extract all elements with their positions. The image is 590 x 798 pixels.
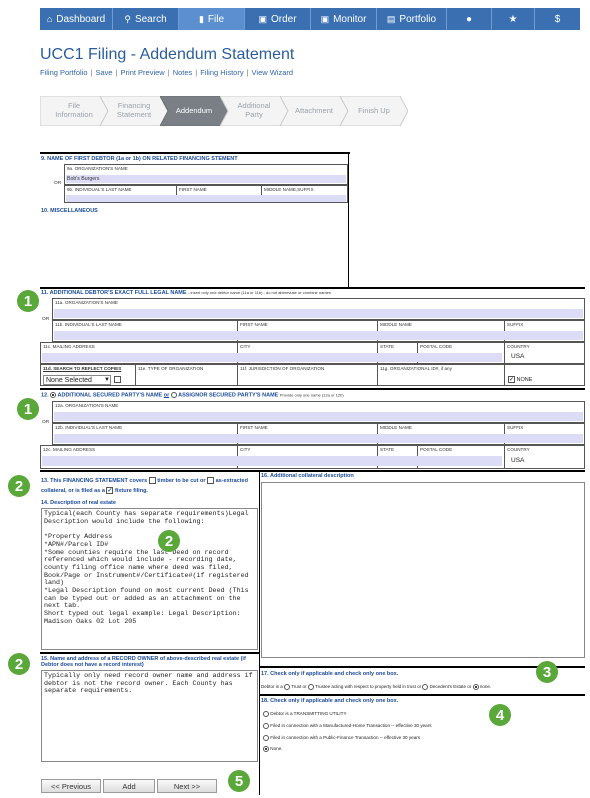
s11-orgid-cell	[377, 364, 505, 386]
user-icon: ●	[465, 13, 473, 25]
s17-opt-trustee: Trustee acting with respect to property held in trust or	[314, 684, 422, 690]
s12-address-input[interactable]	[42, 456, 502, 466]
decedent-radio[interactable]	[422, 684, 428, 690]
fixture-checkbox[interactable]: ✓	[107, 488, 113, 495]
s12-middle-label: MIDDLE NAME	[380, 425, 412, 430]
step-badge-1: 1	[17, 290, 39, 312]
s12-mail-label: 12c. MAILING ADDRESS	[43, 447, 96, 452]
monitor-icon: ▣	[320, 13, 330, 24]
nav-label: File	[207, 13, 225, 25]
s13-text3: as-extracted collateral, or is filed as a	[41, 478, 248, 495]
manufactured-radio[interactable]	[263, 723, 269, 729]
s17-options	[261, 684, 491, 690]
section-divider	[40, 287, 585, 289]
s11-type-label: 11e. TYPE OF ORGANIZATION	[138, 366, 204, 371]
file-icon: ▮	[198, 13, 204, 24]
step-label: Addendum	[175, 105, 213, 115]
s12-city-label: CITY	[240, 447, 251, 452]
wizard-steps	[40, 96, 410, 126]
s12-radio-additional[interactable]	[50, 392, 56, 398]
s10-title: 10. MISCELLANEOUS	[41, 208, 98, 214]
search-copies-select[interactable]	[43, 375, 111, 385]
step-badge-2: 2	[8, 475, 30, 497]
s18-opt-label: Filed in connection with a Manufactured-Home Transaction -- effective 30 years	[270, 723, 432, 729]
s18-none-radio[interactable]	[263, 746, 269, 752]
nav-portfolio[interactable]	[377, 8, 447, 30]
s18-opt-label: None.	[270, 746, 283, 752]
s14-title: 14. Description of real estate	[41, 500, 116, 506]
s13-text	[41, 476, 257, 497]
nav-label: Dashboard	[56, 13, 106, 25]
s11-state-label: STATE	[380, 344, 395, 349]
link-filing-history[interactable]: Filing History	[200, 68, 244, 77]
link-save[interactable]: Save	[95, 68, 113, 77]
additional-collateral-input[interactable]	[261, 482, 585, 658]
record-owner-input[interactable]	[41, 670, 258, 762]
s12-radio-assignor[interactable]	[171, 392, 177, 398]
step-label: File Information	[55, 101, 93, 119]
s11-orgid-label: 11g. ORGANIZATIONAL ID#, if any	[380, 366, 452, 371]
user-button[interactable]	[447, 8, 492, 30]
s12-opt1: ADDITIONAL SECURED PARTY'S NAME	[57, 392, 163, 399]
section-divider	[40, 152, 350, 154]
link-view-wizard[interactable]: View Wizard	[251, 68, 294, 77]
s12-or: or	[163, 392, 170, 399]
s9-last-label: 9b. INDIVIDUAL'S LAST NAME	[67, 187, 132, 192]
s11-country-label: COUNTRY	[507, 344, 530, 349]
link-filing-portfolio[interactable]: Filing Portfolio	[40, 68, 88, 77]
s11-org-input[interactable]	[54, 309, 583, 318]
s11-none[interactable]	[508, 376, 532, 383]
nav-dashboard[interactable]	[40, 8, 113, 30]
step-additional-party[interactable]	[220, 96, 288, 126]
s18-opt-label: Debtor is a TRANSMITTING UTILITY	[270, 711, 347, 717]
s12-suffix-label: SUFFIX	[507, 425, 524, 430]
star-icon: ★	[508, 13, 518, 25]
s17-opt-decedent: Decedent's Estate or	[429, 684, 472, 690]
s17-opt-none: none.	[479, 684, 492, 690]
chevron-down-icon: ▼	[104, 377, 110, 383]
step-attachment[interactable]	[280, 96, 348, 126]
s9-ind-input[interactable]	[66, 195, 346, 202]
s13-text1: 13. This FINANCING STATEMENT covers	[41, 478, 148, 484]
step-badge-5: 5	[228, 770, 250, 792]
s9-title: 9. NAME OF FIRST DEBTOR (1a or 1b) ON RELATED FINANCING STEMENT	[41, 156, 238, 162]
s11-suffix-label: SUFFIX	[507, 322, 524, 327]
s17-prefix: Debtor is a	[261, 684, 283, 690]
cart-icon: ▣	[258, 13, 267, 24]
s9-first-label: FIRST NAME	[179, 187, 207, 192]
search-copies-checkbox[interactable]	[114, 376, 121, 383]
select-value: None Selected	[46, 376, 92, 384]
nav-search[interactable]	[113, 8, 179, 30]
search-icon: ⚲	[124, 13, 131, 24]
s9-org-label: 9a. ORGANIZATION'S NAME	[67, 166, 128, 171]
section-divider	[40, 652, 259, 654]
add-button[interactable]: Add	[103, 779, 155, 793]
step-addendum[interactable]	[160, 96, 228, 126]
s12-last-label: 12b. INDIVIDUAL'S LAST NAME	[55, 425, 123, 430]
section-divider	[40, 388, 585, 390]
s11-org-label: 11a. ORGANIZATION'S NAME	[55, 300, 118, 305]
s11-title	[41, 290, 331, 296]
s11-first-label: FIRST NAME	[240, 322, 268, 327]
dollar-icon: $	[554, 13, 561, 25]
nav-file[interactable]	[179, 8, 245, 30]
nav-label: Portfolio	[399, 13, 437, 25]
step-badge-3: 3	[536, 661, 558, 683]
s11-type-cell	[135, 364, 238, 386]
nav-order[interactable]	[245, 8, 311, 30]
real-estate-description[interactable]	[41, 508, 258, 650]
nav-label: Monitor	[333, 13, 367, 25]
s12-first-label: FIRST NAME	[240, 425, 268, 430]
s17-title: 17. Check only if applicable and check only one box.	[261, 671, 399, 677]
top-nav	[40, 8, 580, 30]
s18-opt-manufactured[interactable]	[263, 723, 432, 729]
action-links: Filing Portfolio | Save | Print Preview | Notes | Filing History | View Wizard	[40, 68, 294, 77]
trust-radio[interactable]	[284, 684, 290, 690]
none-radio[interactable]	[473, 684, 479, 690]
nav-label: Order	[270, 13, 297, 25]
favorites-button[interactable]	[492, 8, 535, 30]
link-print-preview[interactable]: Print Preview	[120, 68, 165, 77]
s9-org-input[interactable]	[66, 175, 346, 183]
s11-address-input[interactable]	[42, 353, 502, 362]
step-file-information[interactable]	[40, 96, 108, 126]
step-badge-2c: 2	[8, 653, 30, 675]
step-label: Attachment	[295, 105, 333, 115]
s12-note: Provide only one name (12a or 12b)	[279, 392, 344, 398]
step-badge-2b: 2	[158, 530, 180, 552]
s12-ind-input[interactable]	[54, 434, 583, 443]
form-border	[348, 152, 349, 288]
s11-country-value[interactable]: USA	[511, 353, 525, 360]
s18-opt-none[interactable]	[263, 746, 283, 752]
or-label: OR	[42, 317, 50, 322]
s11-note: - insert only one debtor name (11a or 11b) - do not abbreviate or combine names	[188, 290, 331, 295]
nav-label: Search	[134, 13, 167, 25]
s17-opt-trust: Trust or	[291, 684, 307, 690]
s11-last-label: 11b. INDIVIDUAL'S LAST NAME	[55, 322, 122, 327]
s12-country-label: COUNTRY	[507, 447, 530, 452]
none-label: NONE	[516, 376, 533, 383]
s12-state-label: STATE	[380, 447, 395, 452]
page-title: UCC1 Filing - Addendum Statement	[40, 46, 295, 63]
s16-title: 16. Additional collateral description	[261, 473, 354, 479]
s11-postal-label: POSTAL CODE	[420, 344, 453, 349]
step-finish-up[interactable]	[340, 96, 408, 126]
s11-city-label: CITY	[240, 344, 251, 349]
timber-checkbox[interactable]	[149, 477, 156, 484]
s18-title: 18. Check only if applicable and check only one box.	[261, 698, 399, 704]
step-financing-statement[interactable]	[100, 96, 168, 126]
s12-org-input[interactable]	[54, 412, 583, 421]
section-divider	[259, 694, 585, 696]
s12-opt2: ASSIGNOR SECURED PARTY'S NAME	[178, 392, 279, 399]
none-checkbox[interactable]: ✓	[509, 377, 515, 383]
step-label: Additional Party	[237, 101, 271, 119]
portfolio-icon: ▤	[386, 13, 396, 24]
or-label: OR	[42, 420, 50, 425]
s12-title	[41, 392, 344, 398]
s9-org-value: Bob's Burgers	[67, 176, 100, 182]
s12-org-label: 12a. ORGANIZATION'S NAME	[55, 403, 119, 408]
s9-middle-label: MIDDLE NAME,SUFFIX	[264, 187, 314, 192]
public-finance-radio[interactable]	[263, 735, 269, 741]
home-icon: ⌂	[46, 14, 53, 24]
billing-button[interactable]	[535, 8, 580, 30]
s11-ind-input[interactable]	[54, 331, 583, 340]
s11-search-label: 11d. SEARCH TO REFLECT COPIES	[43, 366, 122, 371]
s11-juris-label: 11f. JURISDICTION OF ORGANIZATION	[240, 366, 325, 371]
s11-mail-label: 11c. MAILING ADDRESS	[43, 344, 95, 349]
s15-title: 15. Name and address of a RECORD OWNER of above-described real estate (if Debtor does not have a record interest)	[41, 656, 246, 668]
utility-radio[interactable]	[263, 711, 269, 717]
section-divider	[40, 470, 585, 472]
next-button[interactable]: Next >>	[157, 779, 217, 793]
step-badge-1b: 1	[17, 398, 39, 420]
step-badge-4: 4	[489, 704, 511, 726]
s12-country-value[interactable]: USA	[511, 457, 525, 464]
or-label: OR	[54, 181, 62, 186]
s11-middle-label: MIDDLE NAME	[380, 322, 412, 327]
s11-title-text: 11. ADDITIONAL DEBTOR'S EXACT FULL LEGAL NAME	[41, 290, 187, 296]
as-extracted-checkbox[interactable]	[207, 477, 214, 484]
s18-opt-utility[interactable]	[263, 711, 347, 717]
s18-opt-label: Filed in connection with a Public-Finance Transaction -- effective 30 years	[270, 735, 421, 741]
s13-text4: fixture filing.	[114, 488, 148, 495]
link-notes[interactable]: Notes	[172, 68, 193, 77]
column-divider	[259, 470, 260, 795]
s12-num: 12.	[41, 392, 49, 399]
trustee-radio[interactable]	[308, 684, 314, 690]
nav-monitor[interactable]	[311, 8, 377, 30]
s12-postal-label: POSTAL CODE	[420, 447, 453, 452]
s11-juris-cell	[237, 364, 378, 386]
s13-text2: timber to be cut or	[157, 478, 206, 484]
s18-opt-public-finance[interactable]	[263, 735, 420, 741]
previous-button[interactable]: << Previous	[41, 779, 101, 793]
step-label: Financing Statement	[116, 101, 152, 119]
step-label: Finish Up	[358, 105, 390, 115]
